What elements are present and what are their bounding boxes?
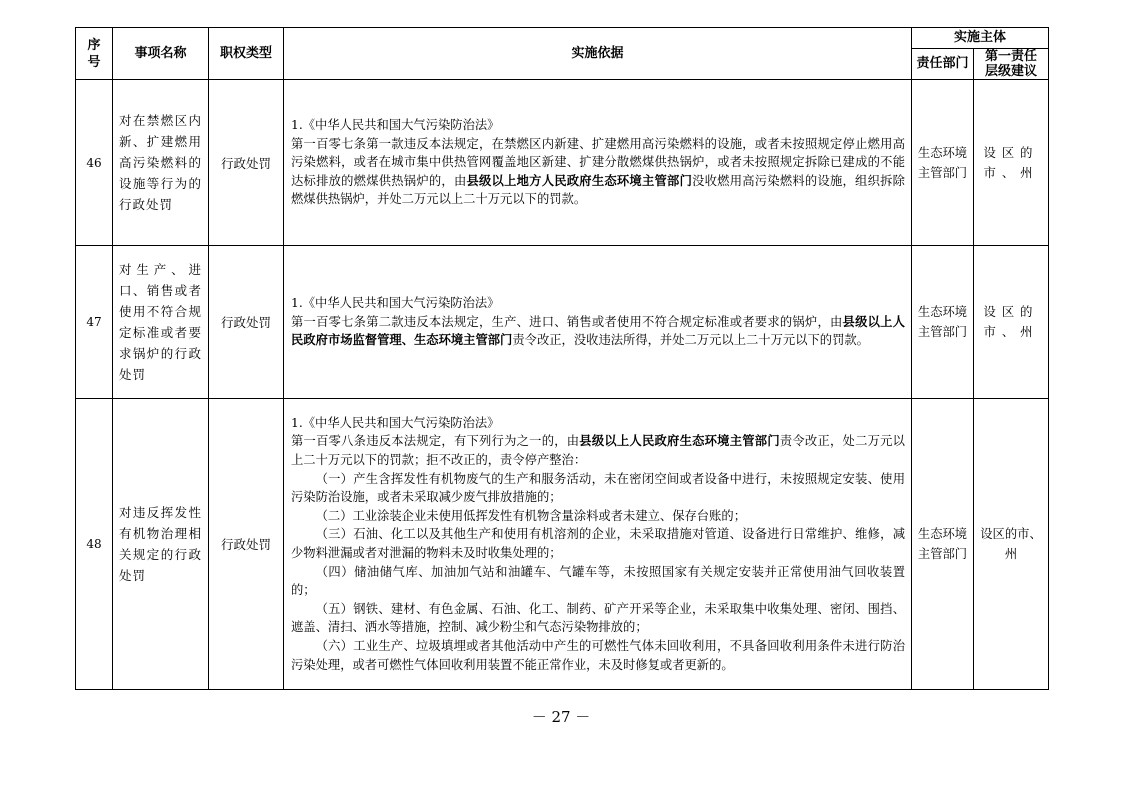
row-dept: 生态环境主管部门: [912, 80, 974, 246]
basis-text: 责令改正，没收违法所得，并处二万元以上二十万元以下的罚款。: [512, 333, 869, 348]
header-dept: 责任部门: [912, 49, 974, 80]
row-basis: [284, 246, 912, 399]
row-basis: [284, 80, 912, 246]
basis-text: 责令改正，处二万元以上二十万元以下的罚款；拒不改正的，责令停产整治：: [291, 434, 905, 468]
row-item-name: 对违反挥发性有机物治理相关规定的行政处罚: [113, 399, 209, 690]
row-item-name: 对在禁燃区内新、扩建燃用高污染燃料的设施等行为的行政处罚: [113, 80, 209, 246]
clause-item: （二）工业涂装企业未使用低挥发性有机物含量涂料或者未建立、保存台账的；: [315, 508, 746, 523]
responsible-authority: 县级以上人民政府市场监督管理、生态环境主管部门: [291, 314, 905, 348]
row-item-name: 对生产、进口、销售或者使用不符合规定标准或者要求锅炉的行政处罚: [113, 246, 209, 399]
row-basis: [284, 399, 912, 690]
row-seq: 47: [76, 246, 113, 399]
clause-item: （三）石油、化工以及其他生产和使用有机溶剂的企业，未采取措施对管道、设备进行日常维护、维修，减少物料泄漏或者对泄漏的物料未及时收集处理的；: [291, 527, 905, 560]
enforcement-items-table: [75, 27, 1049, 690]
basis-text: 第一百零七条第一款违反本法规定，在禁燃区内新建、扩建燃用高污染燃料的设施，或者未按照规定停止燃用高污染燃料，或者在城市集中供热管网覆盖地区新建、扩建分散燃煤供热锅炉，或者未按照规定拆除已建成的不能达标排放的燃煤供热锅炉的，由: [291, 136, 905, 188]
header-level: 第一责任层级建议: [974, 49, 1049, 80]
clause-item: （六）工业生产、垃圾填埋或者其他活动中产生的可燃性气体未回收利用，不具备回收利用条件未进行防治污染处理，或者可燃性气体回收利用装置不能正常作业，未及时修复或者更新的。: [291, 638, 905, 672]
law-title: 1.《中华人民共和国大气污染防治法》: [291, 118, 500, 133]
row-seq: 48: [76, 399, 113, 690]
row-power-type: 行政处罚: [209, 80, 284, 246]
table-row: [76, 80, 1049, 246]
row-seq: 46: [76, 80, 113, 246]
table-row: [76, 246, 1049, 399]
basis-text: 没收燃用高污染燃料的设施，组织拆除燃煤供热锅炉，并处二万元以上二十万元以下的罚款。: [291, 173, 905, 207]
header-basis: 实施依据: [284, 28, 912, 80]
row-level: 设区的市、州: [974, 80, 1049, 246]
row-power-type: 行政处罚: [209, 246, 284, 399]
law-title: 1.《中华人民共和国大气污染防治法》: [291, 415, 500, 430]
header-power-type: 职权类型: [209, 28, 284, 80]
row-level: 设区的市、州: [974, 399, 1049, 690]
basis-text: 第一百零八条违反本法规定，有下列行为之一的，由: [291, 434, 580, 449]
header-subject: 实施主体: [912, 28, 1049, 49]
law-title: 1.《中华人民共和国大气污染防治法》: [291, 296, 500, 311]
responsible-authority: 县级以上地方人民政府生态环境主管部门: [466, 173, 693, 188]
row-level: 设区的市、州: [974, 246, 1049, 399]
row-dept: 生态环境主管部门: [912, 399, 974, 690]
clause-item: （四）储油储气库、加油加气站和油罐车、气罐车等，未按照国家有关规定安装并正常使用油气回收装置的；: [291, 564, 905, 598]
row-power-type: 行政处罚: [209, 399, 284, 690]
page-number: － 27 －: [531, 708, 591, 726]
table-row: [76, 399, 1049, 690]
basis-text: 第一百零七条第二款违反本法规定，生产、进口、销售或者使用不符合规定标准或者要求的锅炉，由: [291, 314, 843, 329]
responsible-authority: 县级以上人民政府生态环境主管部门: [579, 434, 780, 449]
header-item-name: 事项名称: [113, 28, 209, 80]
clause-item: （五）钢铁、建材、有色金属、石油、化工、制药、矿产开采等企业，未采取集中收集处理、密闭、围挡、遮盖、清扫、洒水等措施，控制、减少粉尘和气态污染物排放的；: [291, 601, 905, 635]
clause-item: （一）产生含挥发性有机物废气的生产和服务活动，未在密闭空间或者设备中进行，未按照规定安装、使用污染防治设施，或者未采取减少废气排放措施的；: [291, 471, 905, 505]
header-seq: 序号: [76, 28, 113, 80]
row-dept: 生态环境主管部门: [912, 246, 974, 399]
